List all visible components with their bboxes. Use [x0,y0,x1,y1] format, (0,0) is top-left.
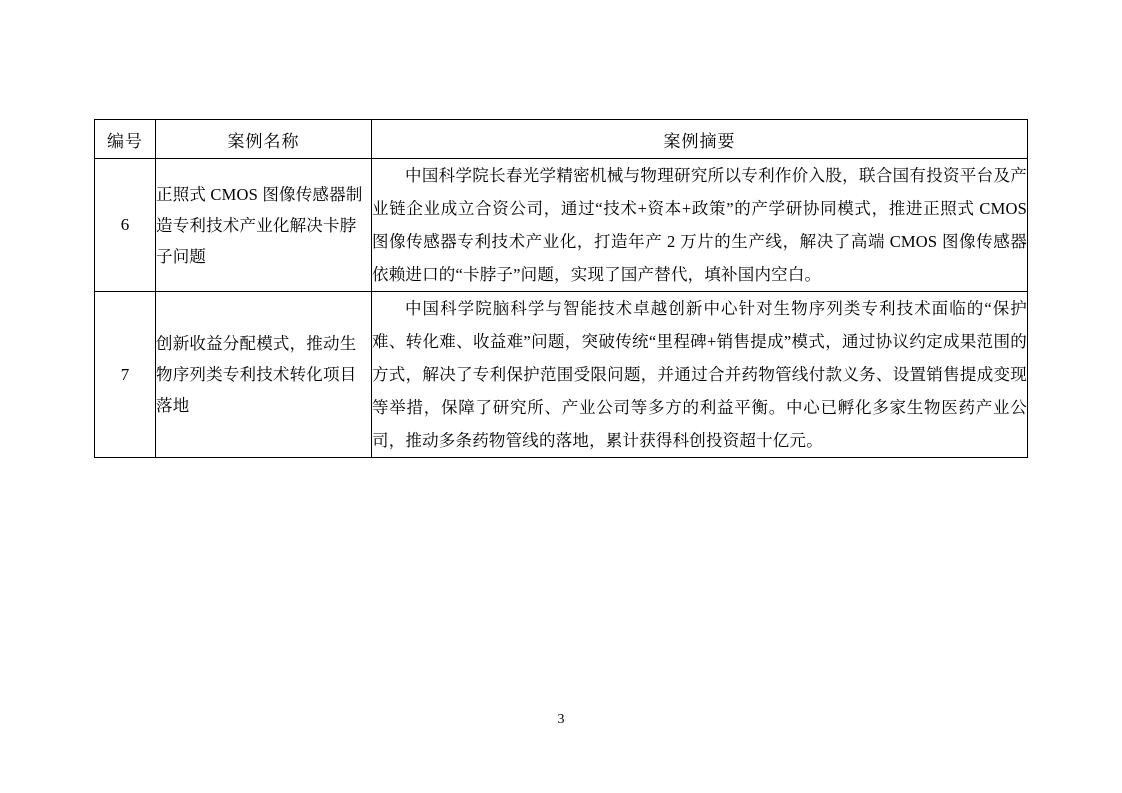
row-case-summary-text: 中国科学院脑科学与智能技术卓越创新中心针对生物序列类专利技术面临的“保护难、转化难、收益难”问题，突破传统“里程碑+销售提成”模式，通过协议约定成果范围的方式，解决了专利保护范围受限问题，并通过合并药物管线付款义务、设置销售提成变现等举措，保障了研究所、产业公司等多方的利益平衡。中心已孵化多家生物医药产业公司，推动多条药物管线的落地，累计获得科创投资超十亿元。 [372,299,1027,450]
table-header [95,120,1028,159]
table-header-row [95,120,1028,159]
row-case-name: 创新收益分配模式，推动生物序列类专利技术转化项目落地 [156,292,372,458]
table-body [95,159,1028,458]
table-row [95,159,1028,292]
row-case-summary-text: 中国科学院长春光学精密机械与物理研究所以专利作价入股，联合国有投资平台及产业链企业成立合资公司，通过“技术+资本+政策”的产学研协同模式，推进正照式 CMOS 图像传感器专利技术产业化，打造年产 2 万片的生产线，解决了高端 CMOS 图像传感器依赖进口的“卡脖子”问题，实现了国产替代，填补国内空白。 [372,166,1027,284]
table-row [95,292,1028,458]
case-table [94,119,1028,458]
column-header-number: 编号 [95,120,156,159]
row-case-summary [372,159,1028,292]
row-case-name: 正照式 CMOS 图像传感器制造专利技术产业化解决卡脖子问题 [156,159,372,292]
row-case-summary [372,292,1028,458]
column-header-case-name: 案例名称 [156,120,372,159]
column-header-case-summary: 案例摘要 [372,120,1028,159]
row-number: 6 [95,159,156,292]
row-number: 7 [95,292,156,458]
page-number: 3 [557,712,565,727]
